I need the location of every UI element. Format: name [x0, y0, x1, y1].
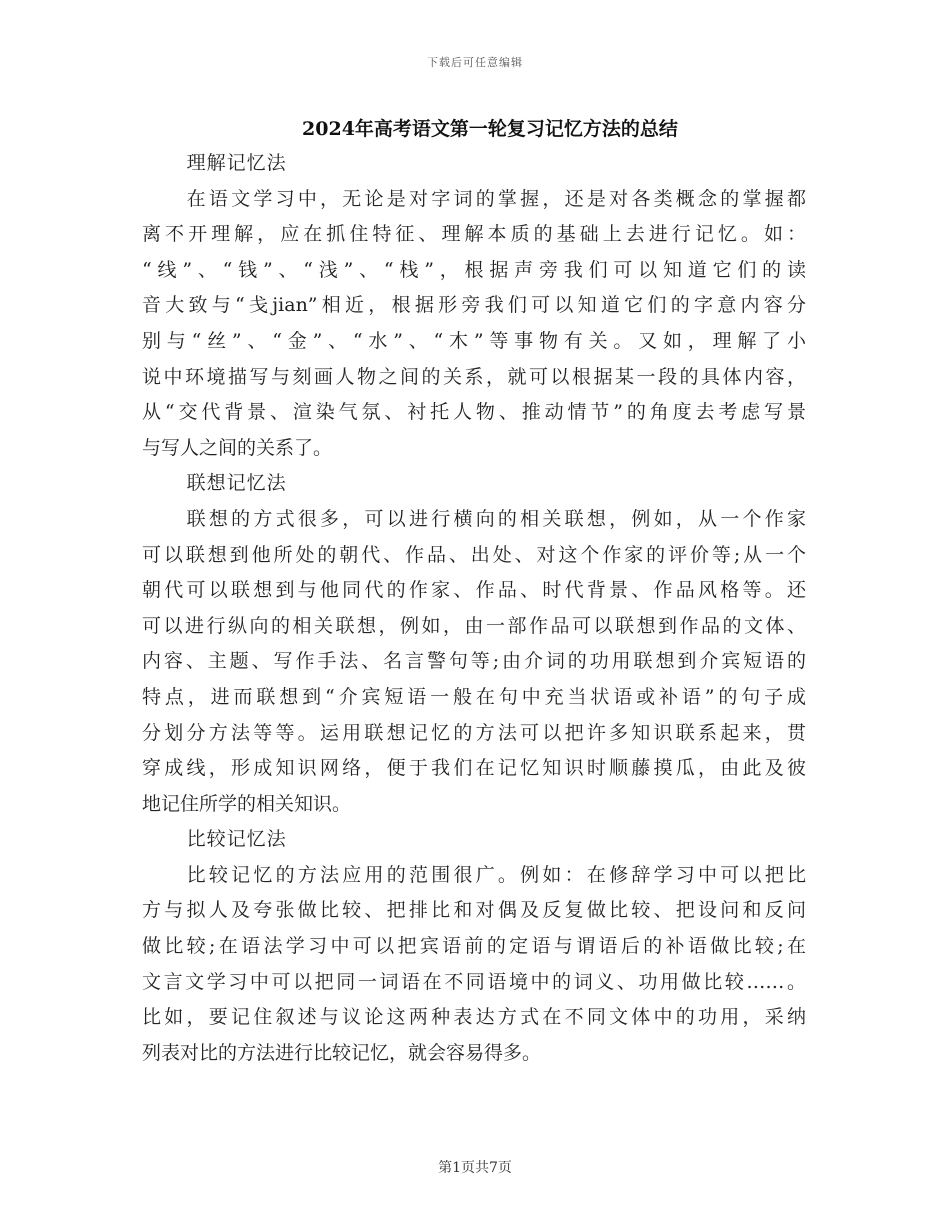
section-heading-comparison: 比较记忆法 [186, 828, 287, 851]
document-title: 2024年高考语文第一轮复习记忆方法的总结 [302, 118, 678, 140]
text-line: 地记住所学的相关知识。 [142, 792, 352, 815]
text-line: 列表对比的方法进行比较记忆，就会容易得多。 [142, 1041, 542, 1064]
section-heading-association: 联想记忆法 [186, 472, 287, 495]
text-line: 在语文学习中，无论是对字词的掌握，还是对各类概念的掌握都 [186, 187, 806, 210]
text-line: 联想的方式很多，可以进行横向的相关联想，例如，从一个作家 [186, 507, 806, 530]
paragraph-association [142, 502, 806, 822]
text-line: 音大致与“戋jian”相近，根据形旁我们可以知道它们的字意内容分 [142, 294, 806, 317]
header-note: 下载后可任意编辑 [427, 56, 523, 69]
page-number-footer: 第1页共7页 [438, 1160, 512, 1176]
text-line: 文言文学习中可以把同一词语在不同语境中的词义、功用做比较……。 [142, 970, 806, 993]
text-line: “线”、“钱”、“浅”、“栈”，根据声旁我们可以知道它们的读 [142, 258, 806, 281]
text-line: 可以进行纵向的相关联想，例如，由一部作品可以联想到作品的文体、 [142, 614, 806, 637]
text-line: 比如，要记住叙述与议论这两种表达方式在不同文体中的功用，采纳 [142, 1006, 806, 1029]
text-line: 穿成线，形成知识网络，便于我们在记忆知识时顺藤摸瓜，由此及彼 [142, 757, 806, 780]
text-line: 做比较;在语法学习中可以把宾语前的定语与谓语后的补语做比较;在 [142, 935, 806, 958]
text-line: 朝代可以联想到与他同代的作家、作品、时代背景、作品风格等。还 [142, 579, 806, 602]
text-line: 说中环境描写与刻画人物之间的关系，就可以根据某一段的具体内容， [142, 365, 806, 388]
section-heading-understanding: 理解记忆法 [186, 152, 287, 174]
text-line: 离不开理解，应在抓住特征、理解本质的基础上去进行记忆。如： [142, 223, 806, 246]
text-line: 内容、主题、写作手法、名言警句等;由介词的功用联想到介宾短语的 [142, 650, 806, 673]
text-line: 分划分方法等等。运用联想记忆的方法可以把许多知识联系起来，贯 [142, 721, 806, 744]
text-line: 比较记忆的方法应用的范围很广。例如：在修辞学习中可以把比 [186, 863, 806, 886]
text-line: 方与拟人及夸张做比较、把排比和对偶及反复做比较、把设问和反问 [142, 899, 806, 922]
paragraph-understanding [142, 182, 806, 467]
text-line: 从“交代背景、渲染气氛、衬托人物、推动情节”的角度去考虑写景 [142, 401, 806, 424]
text-line: 可以联想到他所处的朝代、作品、出处、对这个作家的评价等;从一个 [142, 543, 806, 566]
text-line: 与写人之间的关系了。 [142, 436, 333, 459]
text-line: 特点，进而联想到“介宾短语一般在句中充当状语或补语”的句子成 [142, 685, 806, 708]
text-line: 别与“丝”、“金”、“水”、“木”等事物有关。又如，理解了小 [142, 329, 806, 352]
paragraph-comparison [142, 858, 806, 1072]
document-body [142, 146, 806, 1071]
